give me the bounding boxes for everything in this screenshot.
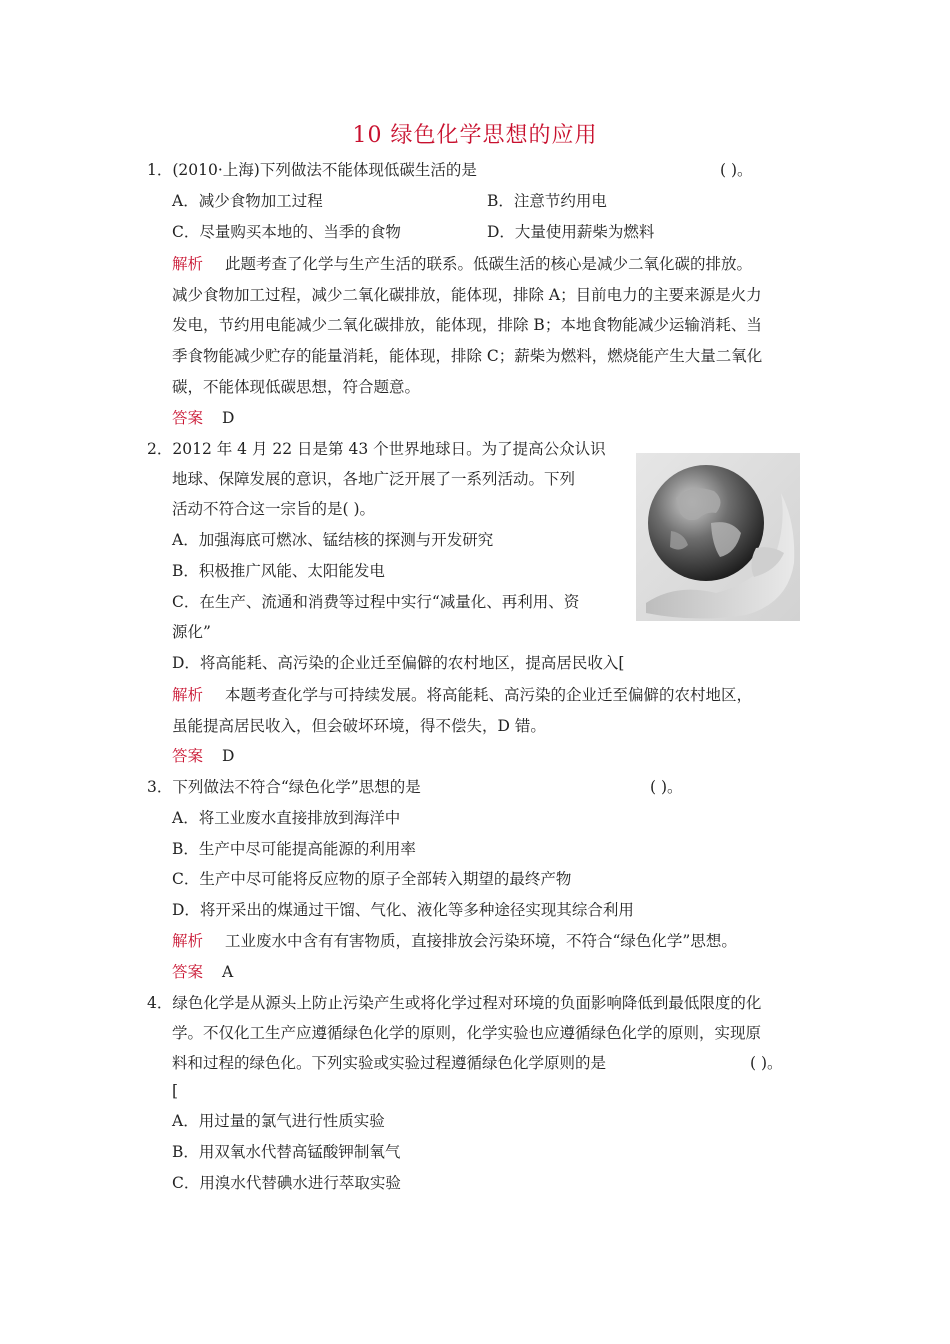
q4-option-a: A．用过量的氯气进行性质实验 (172, 1112, 385, 1130)
q2-analysis-label: 解析 (172, 686, 204, 704)
q1-option-d: D．大量使用薪柴为燃料 (487, 223, 655, 241)
q1-analysis-line: 碳，不能体现低碳思想，符合题意。 (172, 378, 421, 396)
q1-analysis-line: 此题考查了化学与生产生活的联系。低碳生活的核心是减少二氧化碳的排放。 (225, 255, 753, 273)
q1-option-b: B．注意节约用电 (487, 192, 607, 210)
q2-stem-line: 地球、保障发展的意识，各地广泛开展了一系列活动。下列 (172, 470, 576, 488)
q3-answer-label: 答案 (172, 963, 204, 981)
q2-option-d: D．将高能耗、高污染的企业迁至偏僻的农村地区，提高居民收入[ (172, 654, 625, 672)
q1-analysis-line: 季食物能减少贮存的能量消耗，能体现，排除 C；薪柴为燃料，燃烧能产生大量二氧化 (172, 347, 763, 365)
earth-in-hand-image (636, 453, 800, 621)
q1-answer-label: 答案 (172, 409, 204, 427)
q1-answer-paren: ( )。 (720, 161, 753, 179)
q2-analysis-line: 虽能提高居民收入，但会破坏环境，得不偿失，D 错。 (172, 717, 546, 735)
page-title: 10 绿色化学思想的应用 (352, 123, 598, 148)
q2-stem-line: 活动不符合这一宗旨的是( )。 (172, 500, 376, 518)
q2-option-a: A．加强海底可燃冰、锰结核的探测与开发研究 (172, 531, 494, 549)
q2-option-c-cont: 源化” (172, 623, 211, 641)
q1-answer: D (222, 409, 235, 427)
q1-option-c: C．尽量购买本地的、当季的食物 (172, 223, 401, 241)
q4-option-b: B．用双氧水代替高锰酸钾制氧气 (172, 1143, 401, 1161)
q3-answer: A (222, 963, 234, 981)
q2-answer: D (222, 747, 235, 765)
q4-stray-bracket: [ (172, 1082, 179, 1100)
q2-analysis-line: 本题考查化学与可持续发展。将高能耗、高污染的企业迁至偏僻的农村地区， (225, 686, 753, 704)
q4-option-c: C．用溴水代替碘水进行萃取实验 (172, 1174, 401, 1192)
q4-stem-line: 4．绿色化学是从源头上防止污染产生或将化学过程对环境的负面影响降低到最低限度的化 (147, 994, 762, 1012)
q3-analysis: 工业废水中含有有害物质，直接排放会污染环境，不符合“绿色化学”思想。 (225, 932, 737, 950)
q3-analysis-label: 解析 (172, 932, 204, 950)
q1-option-a: A．减少食物加工过程 (172, 192, 323, 210)
q1-stem: 1．(2010·上海)下列做法不能体现低碳生活的是 (147, 161, 477, 179)
q1-analysis-line: 减少食物加工过程，减少二氧化碳排放，能体现，排除 A；目前电力的主要来源是火力 (172, 286, 762, 304)
q2-answer-label: 答案 (172, 747, 204, 765)
q3-option-c: C．生产中尽可能将反应物的原子全部转入期望的最终产物 (172, 870, 572, 888)
q4-answer-paren: ( )。 (750, 1054, 783, 1072)
q4-stem-line: 料和过程的绿色化。下列实验或实验过程遵循绿色化学原则的是 (172, 1054, 607, 1072)
q1-analysis-line: 发电，节约用电能减少二氧化碳排放，能体现，排除 B；本地食物能减少运输消耗、当 (172, 316, 762, 334)
q2-option-c: C．在生产、流通和消费等过程中实行“减量化、再利用、资 (172, 593, 580, 611)
q1-analysis-label: 解析 (172, 255, 204, 273)
q2-stem-line: 2．2012 年 4 月 22 日是第 43 个世界地球日。为了提高公众认识 (147, 440, 606, 458)
q3-option-a: A．将工业废水直接排放到海洋中 (172, 809, 401, 827)
q2-option-b: B．积极推广风能、太阳能发电 (172, 562, 385, 580)
q3-answer-paren: ( )。 (650, 778, 683, 796)
q3-option-d: D．将开采出的煤通过干馏、气化、液化等多种途径实现其综合利用 (172, 901, 634, 919)
q3-stem: 3．下列做法不符合“绿色化学”思想的是 (147, 778, 421, 796)
q3-option-b: B．生产中尽可能提高能源的利用率 (172, 840, 416, 858)
q4-stem-line: 学。不仅化工生产应遵循绿色化学的原则，化学实验也应遵循绿色化学的原则，实现原 (172, 1024, 762, 1042)
